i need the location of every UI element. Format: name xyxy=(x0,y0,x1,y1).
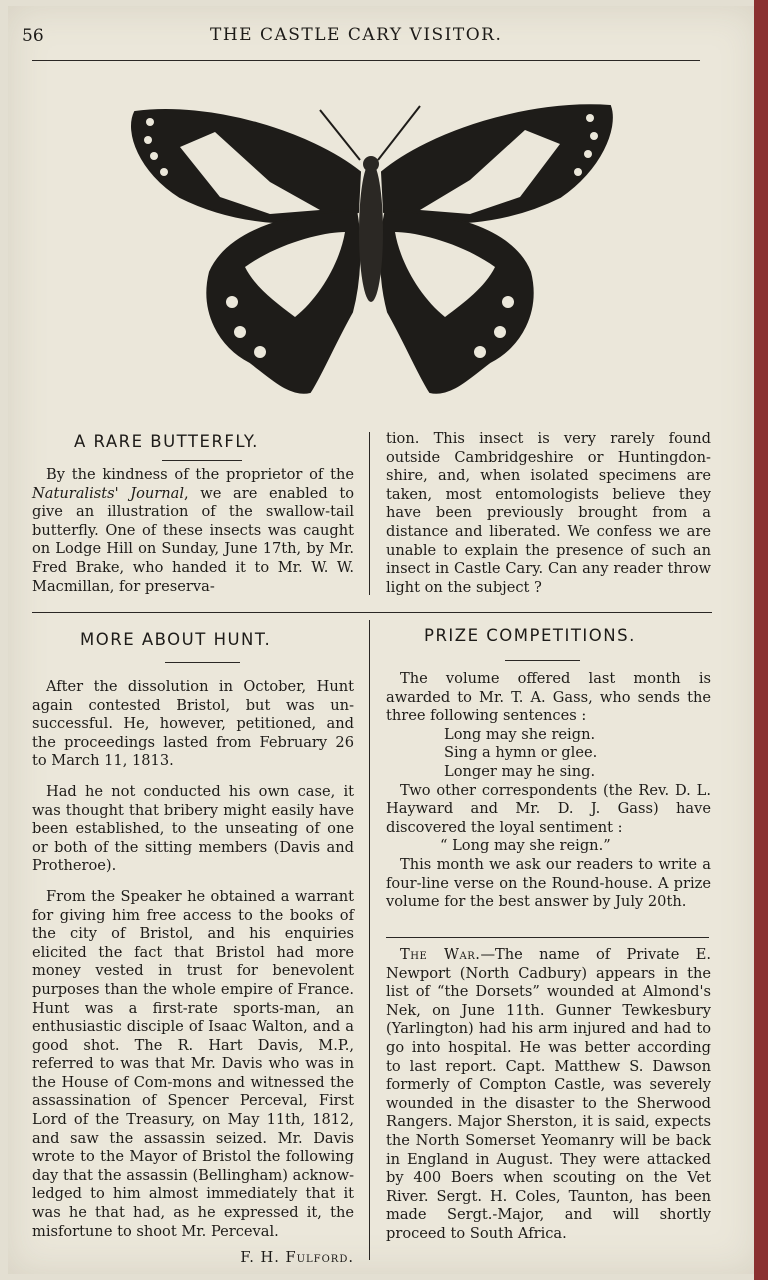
prize-column xyxy=(386,670,711,912)
verse-line: Long may she reign. xyxy=(444,725,596,743)
author-signature: F. H. Fulford. xyxy=(240,1249,354,1267)
hunt-column xyxy=(32,678,354,1268)
book-spine-edge xyxy=(754,0,768,1280)
journal-title: Naturalists' Journal xyxy=(32,484,185,502)
column-divider xyxy=(369,432,370,595)
page-number: 56 xyxy=(22,26,44,46)
header-rule xyxy=(32,60,700,61)
butterfly-paragraph: By the kindness of the proprietor of the Naturalists' Journal, we are enabled to give an illustration of the swallow-tail butterfly. One of these insects was caught on Lodge Hill on Sunday, June 17th, by Mr. Fred Brake, who handed it to Mr. W. W. Macmillan, for preserva- xyxy=(32,466,354,595)
butterfly-body xyxy=(359,162,383,302)
hunt-paragraph-3: From the Speaker he obtained a warrant for giving him free access to the books of the city of Bristol, and his enquiries elicited the fact that Bristol had more money vested in trust for benevolent purposes than the whole empire of France. Hunt was a first-rate sports-man, an enthusiastic disciple of Isaac Walton, and a good shot. The R. Hart Davis, M.P., referred to was that Mr. Davis who was in the House of Com-mons and witnessed the assassination of Spencer Perceval, First Lord of the Treasury, on May 11th, 1812, and saw the assassin seized. Mr. Davis wrote to the Mayor of Bristol the following day that the assassin (Bellingham) acknow-ledged to him almost immediately that it was he that had, as he expressed it, the misfortune to shoot Mr. Perceval. xyxy=(32,887,354,1240)
war-news-paragraph: The War.—The name of Private E. Newport (North Cadbury) appears in the list of “the Dorsets” wounded at Almond's Nek, on June 11th. Gunner Tewkesbury (Yarlington) had his arm injured and had to go into hospital. He was better according to last report. Capt. Matthew S. Dawson formerly of Compton Castle, was severely wounded in the disaster to the Sherwood Rangers. Major Sherston, it is said, expects the North Somerset Yeomanry will be back in England in August. They were attacked by 400 Boers when scouting on the Vet River. Sergt. H. Coles, Taunton, has been made Sergt.-Major, and will shortly proceed to South Africa. xyxy=(386,946,711,1242)
section-rule xyxy=(32,612,712,613)
butterfly-column-right xyxy=(386,430,711,597)
heading-rule xyxy=(165,662,240,663)
divider-rule xyxy=(386,937,709,938)
column-divider xyxy=(369,620,370,1260)
quoted-sentiment: “ Long may she reign.” xyxy=(440,837,611,855)
prize-paragraph-1: The volume offered last month is awarded to Mr. T. A. Gass, who sends the three following sentences : xyxy=(386,670,711,725)
swallowtail-butterfly-illustration xyxy=(120,92,620,412)
prize-paragraph-3: This month we ask our readers to write a four-line verse on the Round-house. A prize volume for the best answer by July 20th. xyxy=(386,855,711,911)
verse-line: Sing a hymn or glee. xyxy=(444,744,598,762)
hunt-heading: MORE ABOUT HUNT. xyxy=(80,630,272,649)
butterfly-column-left xyxy=(32,466,354,596)
hunt-paragraph-1: After the dissolution in October, Hunt again contested Bristol, but was un-successful. He, however, petitioned, and the proceedings lasted from February 26 to March 11, 1813. xyxy=(32,678,354,770)
prize-paragraph-2: Two other correspondents (the Rev. D. L. Hayward and Mr. D. J. Gass) have discovered the loyal sentiment : xyxy=(386,781,711,836)
heading-rule xyxy=(162,460,242,461)
butterfly-head xyxy=(363,156,379,172)
butterfly-heading: A RARE BUTTERFLY. xyxy=(74,432,259,451)
heading-rule xyxy=(505,660,580,661)
butterfly-paragraph-continued: tion. This insect is very rarely found outside Cambridgeshire or Huntingdon-shire, and, when isolated specimens are taken, most entomologists believe they have been previously brought from a distance and liberated. We confess we are unable to explain the presence of such an insect in Castle Cary. Can any reader throw light on the subject ? xyxy=(386,430,711,596)
prize-heading: PRIZE COMPETITIONS. xyxy=(424,626,636,645)
hunt-paragraph-2: Had he not conducted his own case, it was thought that bribery might easily have been established, to the unseating of one or both of the sitting members (Davis and Protheroe). xyxy=(32,782,354,875)
war-news-lead: The War. xyxy=(400,946,481,963)
running-title: THE CASTLE CARY VISITOR. xyxy=(210,25,503,45)
verse-line: Longer may he sing. xyxy=(444,762,596,780)
war-news-column xyxy=(386,946,711,1244)
